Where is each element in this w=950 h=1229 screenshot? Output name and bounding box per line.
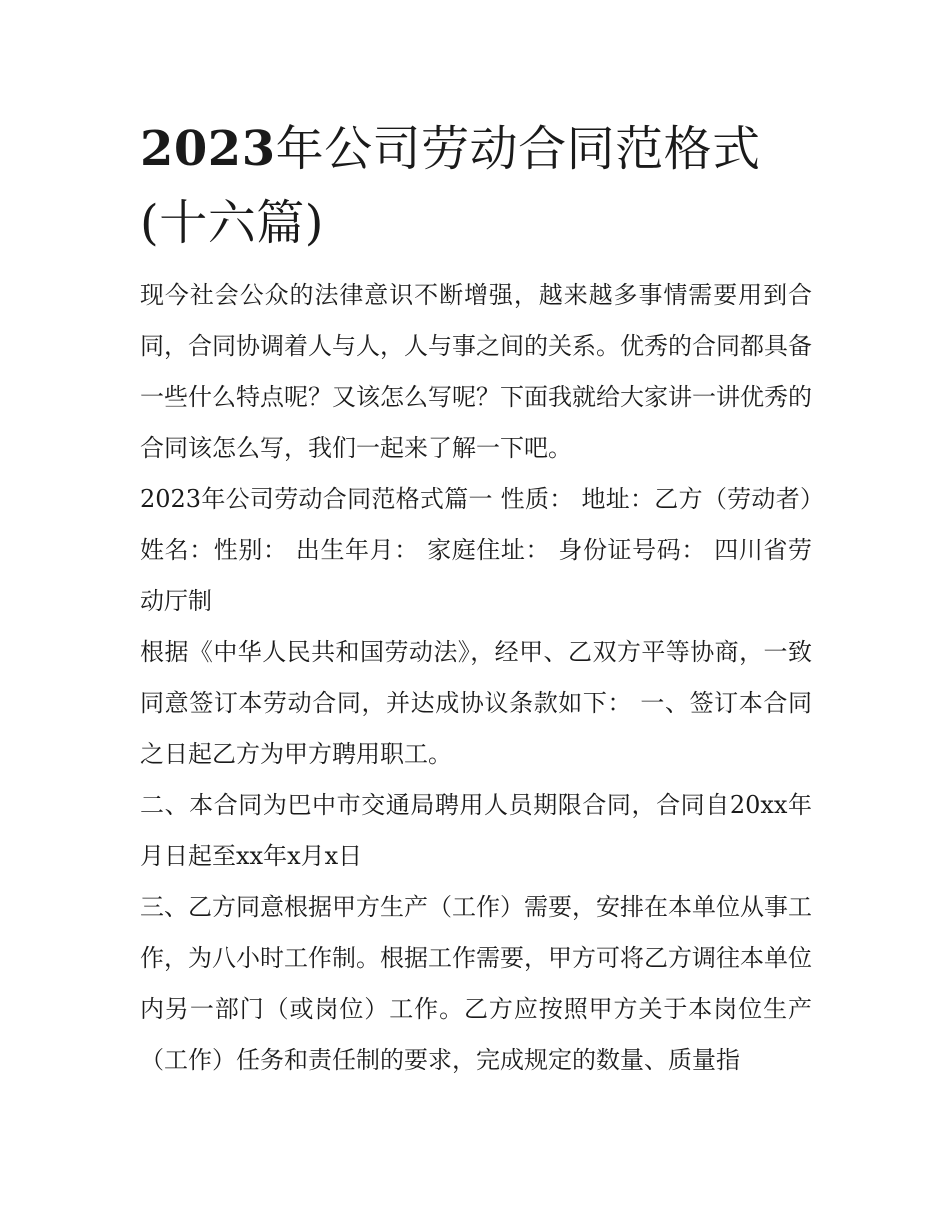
title-text: 年公司劳动合同范格式(十六篇) <box>140 121 761 251</box>
document-title <box>140 112 812 260</box>
intro-paragraph: 现今社会公众的法律意识不断增强，越来越多事情需要用到合同，合同协调着人与人，人与事之间的关系。优秀的合同都具备一些什么特点呢？又该怎么写呢？下面我就给大家讲一讲优秀的合同该怎么写，我们一起来了解一下吧。 <box>140 281 812 462</box>
document-page <box>140 112 812 1086</box>
title-year: 2023 <box>140 121 276 177</box>
contract-header-paragraph: 2023年公司劳动合同范格式篇一 性质： 地址：乙方（劳动者）姓名：性别： 出生年月： 家庭住址： 身份证号码： 四川省劳动厅制 <box>140 485 812 615</box>
document-body <box>140 270 812 1086</box>
agreement-paragraph: 根据《中华人民共和国劳动法》，经甲、乙双方平等协商，一致同意签订本劳动合同，并达成协议条款如下： 一、签订本合同之日起乙方为甲方聘用职工。 <box>140 638 812 768</box>
clause-three-paragraph: 三、乙方同意根据甲方生产（工作）需要，安排在本单位从事工作，为八小时工作制。根据工作需要，甲方可将乙方调往本单位内另一部门（或岗位）工作。乙方应按照甲方关于本岗位生产（工作）任务和责任制的要求，完成规定的数量、质量指 <box>140 893 812 1074</box>
clause-two-paragraph: 二、本合同为巴中市交通局聘用人员期限合同，合同自20xx年月日起至xx年x月x日 <box>140 791 812 870</box>
